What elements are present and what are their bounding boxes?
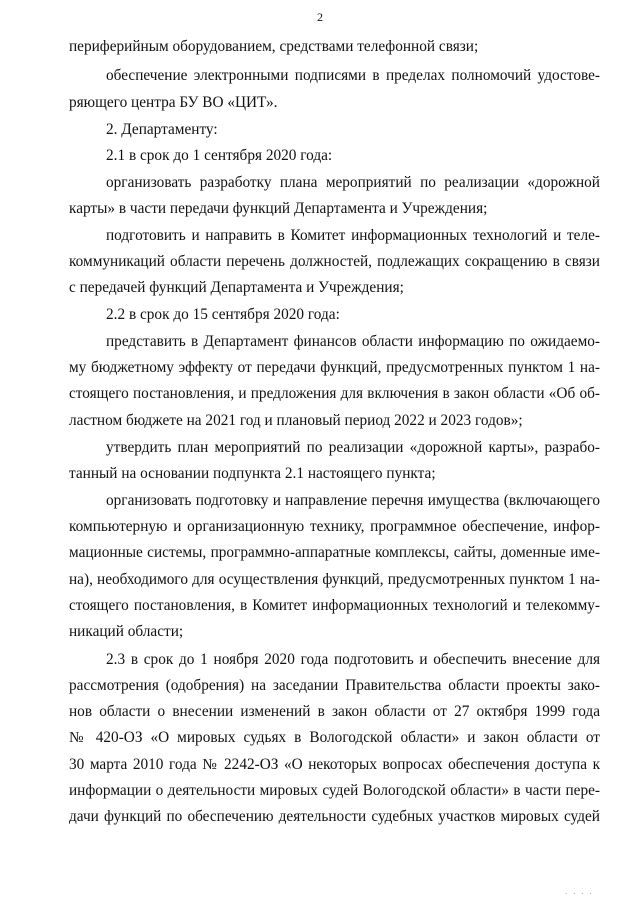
page-number: 2	[317, 10, 323, 24]
text-line: представить в Департамент финансов области информацию по ожидаемо-	[106, 333, 600, 350]
text-line: 30 марта 2010 года № 2242-ОЗ «О некоторых вопросах обеспечения доступа к	[69, 756, 600, 773]
text-line: ряющего центра БУ ВО «ЦИТ».	[69, 94, 278, 111]
text-line: утвердить план мероприятий по реализации «дорожной карты», разрабо-	[106, 439, 600, 456]
text-line: периферийным оборудованием, средствами телефонной связи;	[69, 38, 479, 55]
text-line: коммуникаций области перечень должностей, подлежащих сокращению в связи	[69, 253, 600, 270]
scan-mark: · · · ·	[565, 890, 594, 898]
text-line: му бюджетному эффекту от передачи функций, предусмотренных пунктом 1 на-	[69, 359, 600, 376]
text-line: организовать разработку плана мероприятий по реализации «дорожной	[106, 174, 600, 191]
text-line: обеспечение электронными подписями в пределах полномочий удостове-	[106, 67, 600, 84]
text-line: информации о деятельности мировых судей Вологодской области» в части пере-	[69, 782, 600, 799]
text-line: 2. Департаменту:	[106, 121, 218, 138]
text-line: нов области о внесении изменений в закон области от 27 октября 1999 года	[69, 703, 600, 720]
text-line: стоящего постановления, в Комитет информационных технологий и телекомму-	[69, 597, 600, 614]
text-line: 2.1 в срок до 1 сентября 2020 года:	[106, 147, 333, 164]
text-line: никаций области;	[69, 623, 184, 640]
text-line: № 420-ОЗ «О мировых судьях в Вологодской области» и закон области от	[69, 729, 600, 746]
text-line: компьютерную и организационную технику, программное обеспечение, инфор-	[69, 518, 600, 535]
text-line: 2.3 в срок до 1 ноября 2020 года подготовить и обеспечить внесение для	[106, 651, 600, 668]
text-line: подготовить и направить в Комитет информационных технологий и теле-	[106, 227, 600, 244]
text-line: ластном бюджете на 2021 год и плановый период 2022 и 2023 годов»;	[69, 412, 523, 429]
text-line: рассмотрения (одобрения) на заседании Правительства области проекты зако-	[69, 677, 600, 694]
text-line: танный на основании подпункта 2.1 настоящего пункта;	[69, 465, 436, 482]
text-line: с передачей функций Департамента и Учреждения;	[69, 279, 404, 296]
text-line: на), необходимого для осуществления функций, предусмотренных пунктом 1 на-	[69, 571, 600, 588]
text-line: 2.2 в срок до 15 сентября 2020 года:	[106, 306, 340, 323]
text-line: стоящего постановления, и предложения для включения в закон области «Об об-	[69, 385, 600, 402]
text-line: дачи функций по обеспечению деятельности судебных участков мировых судей	[69, 808, 600, 825]
text-line: мационные системы, программно-аппаратные комплексы, сайты, доменные име-	[69, 544, 600, 561]
text-line: карты» в части передачи функций Департамента и Учреждения;	[69, 200, 488, 217]
text-line: организовать подготовку и направление перечня имущества (включающего	[106, 492, 600, 509]
